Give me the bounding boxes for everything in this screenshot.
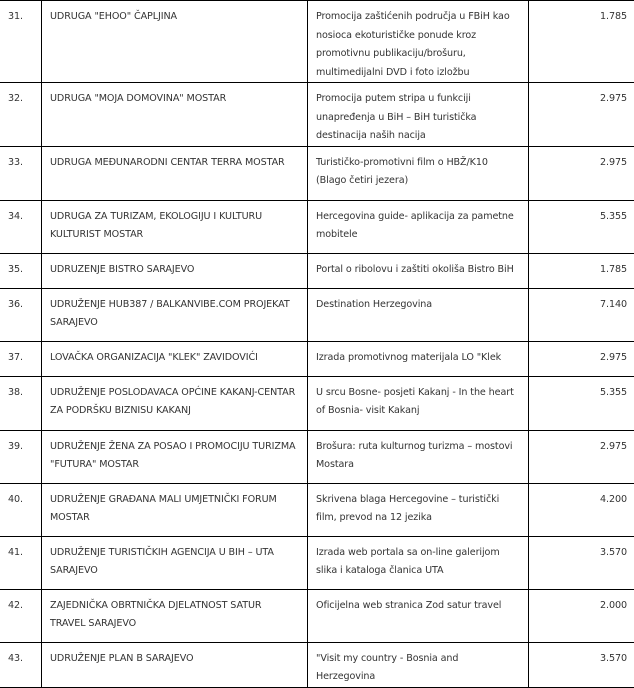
row-number: 43. [0,642,42,687]
project-title: Skrivena blaga Hercegovine – turistički film, prevod na 12 jezika [308,483,529,536]
organization-name: UDRUŽENJE TURISTIČKIH AGENCIJA U BIH – UTA SARAJEVO [42,536,308,589]
amount: 7.140 [529,288,634,341]
amount: 2.975 [529,146,634,200]
table-row [0,642,634,687]
organization-name: UDRUŽENJE PLAN B SARAJEVO [42,642,308,687]
organization-name: UDRUŽENJE ŽENA ZA POSAO I PROMOCIJU TURIZMA "FUTURA" MOSTAR [42,430,308,483]
amount: 1.785 [529,1,634,83]
amount: 5.355 [529,376,634,430]
project-title: Destination Herzegovina [308,288,529,341]
amount: 2.975 [529,83,634,147]
row-number: 40. [0,483,42,536]
organization-name: UDRUGA "EHOO" ČAPLJINA [42,1,308,83]
organization-name: UDRUGA "MOJA DOMOVINA" MOSTAR [42,83,308,147]
organization-name: UDRUŽENJE GRAĐANA MALI UMJETNIČKI FORUM MOSTAR [42,483,308,536]
table-row [0,1,634,83]
row-number: 34. [0,200,42,253]
amount: 2.975 [529,430,634,483]
organization-name: UDRUGA MEĐUNARODNI CENTAR TERRA MOSTAR [42,146,308,200]
organization-name: UDRUŽENJE POSLODAVACA OPĆINE KAKANJ-CENTAR ZA PODRŠKU BIZNISU KAKANJ [42,376,308,430]
table-row [0,589,634,642]
organization-name: UDRUGA ZA TURIZAM, EKOLOGIJU I KULTURU KULTURIST MOSTAR [42,200,308,253]
row-number: 35. [0,253,42,288]
project-title: Oficijelna web stranica Zod satur travel [308,589,529,642]
amount: 2.975 [529,341,634,376]
table-row [0,288,634,341]
amount: 4.200 [529,483,634,536]
row-number: 42. [0,589,42,642]
table-row [0,536,634,589]
amount: 3.570 [529,536,634,589]
table-row [0,200,634,253]
project-title: Hercegovina guide- aplikacija za pametne mobitele [308,200,529,253]
project-title: Promocija putem stripa u funkciji unapređenja u BiH – BiH turistička destinacija naših nacija [308,83,529,147]
row-number: 36. [0,288,42,341]
row-number: 37. [0,341,42,376]
row-number: 33. [0,146,42,200]
project-title: Izrada promotivnog materijala LO "Klek [308,341,529,376]
row-number: 38. [0,376,42,430]
amount: 3.570 [529,642,634,687]
project-title: U srcu Bosne- posjeti Kakanj - In the heart of Bosnia- visit Kakanj [308,376,529,430]
amount: 1.785 [529,253,634,288]
table-row [0,376,634,430]
table-row [0,430,634,483]
organization-name: UDRUŽENJE HUB387 / BALKANVIBE.COM PROJEKAT SARAJEVO [42,288,308,341]
project-title: Izrada web portala sa on-line galerijom slika i kataloga članica UTA [308,536,529,589]
organization-name: ZAJEDNIČKA OBRTNIČKA DJELATNOST SATUR TRAVEL SARAJEVO [42,589,308,642]
organization-name: UDRUZENJE BISTRO SARAJEVO [42,253,308,288]
row-number: 39. [0,430,42,483]
row-number: 31. [0,1,42,83]
amount: 2.000 [529,589,634,642]
row-number: 41. [0,536,42,589]
table-row [0,146,634,200]
project-title: "Visit my country - Bosnia and Herzegovina [308,642,529,687]
project-title: Promocija zaštićenih područja u FBiH kao nosioca ekoturističke ponude kroz promotivnu publikaciju/brošuru, multimedijalni DVD i foto izložbu [308,1,529,83]
project-title: Turističko-promotivni film o HBŽ/K10 (Blago četiri jezera) [308,146,529,200]
organization-name: LOVAČKA ORGANIZACIJA "KLEK" ZAVIDOVIĆI [42,341,308,376]
project-title: Portal o ribolovu i zaštiti okoliša Bistro BiH [308,253,529,288]
table-row [0,483,634,536]
table-row [0,341,634,376]
table-row [0,253,634,288]
row-number: 32. [0,83,42,147]
amount: 5.355 [529,200,634,253]
project-title: Brošura: ruta kulturnog turizma – mostovi Mostara [308,430,529,483]
table-row [0,83,634,147]
